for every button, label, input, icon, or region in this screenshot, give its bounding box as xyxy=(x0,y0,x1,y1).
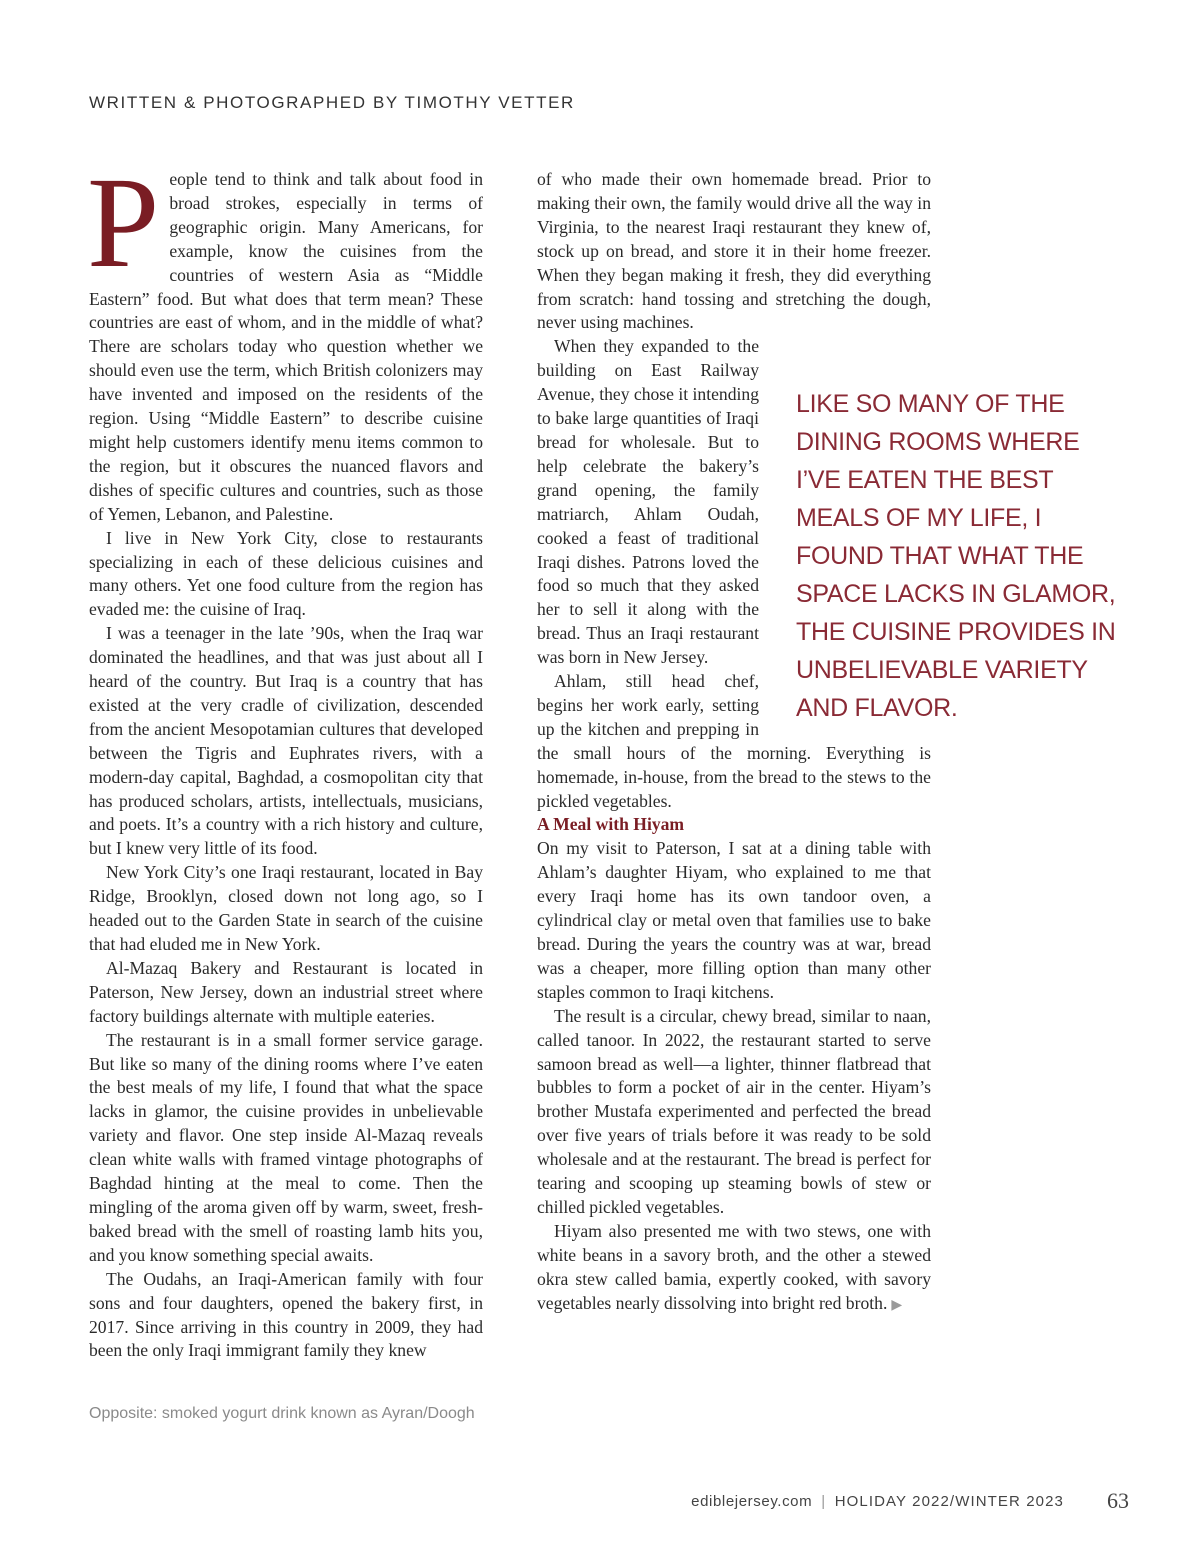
article-paragraph: of who made their own homemade bread. Prior to making their own, the family would drive all the way in Virginia, to the nearest Iraqi restaurant they knew of, stock up on bread, and store it in their home freezer. When they began making it fresh, they did everything from scratch: hand tossing and stretching the dough, never using machines. xyxy=(537,169,931,333)
photo-caption: Opposite: smoked yogurt drink known as Ayran/Doogh xyxy=(89,1405,475,1422)
page-number: 63 xyxy=(1107,1488,1129,1513)
article-paragraph xyxy=(537,1220,931,1318)
article-paragraph: I live in New York City, close to restaurants specializing in each of these delicious cuisines and many others. Yet one food culture from the region has evaded me: the cuisine of Iraq. xyxy=(89,527,483,620)
drop-cap: P xyxy=(87,151,160,295)
article-paragraph: The result is a circular, chewy bread, similar to naan, called tanoor. In 2022, the restaurant started to serve samoon bread as well—a lighter, thinner flatbread that bubbles to form a pocket of air in the center. Hiyam’s brother Mustafa experimented and perfected the bread over five years of trials before it was ready to be sold wholesale and at the restaurant. The bread is perfect for tearing and scooping up steaming bowls of stew or chilled pickled vegetables. xyxy=(537,1005,931,1217)
paragraph-text: Hiyam also presented me with two stews, one with white beans in a savory broth, and the other a stewed okra stew called bamia, expertly cooked, with savory vegetables nearly dissolving into bright red broth. xyxy=(537,1220,931,1313)
article-paragraph: The restaurant is in a small former service garage. But like so many of the dining rooms where I’ve eaten the best meals of my life, I found that what the space lacks in glamor, the cuisine provides in unbelievable variety and flavor. One step inside Al-Mazaq reveals clean white walls with framed vintage photographs of Baghdad hinting at the meal to come. Then the mingling of the aroma given off by warm, sweet, fresh-baked bread with the smell of roasting lamb hits you, and you know something special awaits. xyxy=(89,1029,483,1265)
article-paragraph: I was a teenager in the late ’90s, when the Iraq war dominated the headlines, and that was just about all I heard of the country. But Iraq is a country that has existed at the very cradle of civilization, descended from the ancient Mesopotamian cultures that developed between the Tigris and Euphrates rivers, with a modern-day capital, Baghdad, a cosmopolitan city that has produced scholars, artists, intellectuals, musicians, and poets. It’s a country with a rich history and culture, but I knew very little of its food. xyxy=(89,623,483,859)
paragraph-text: eople tend to think and talk about food in broad strokes, especially in terms of geographic origin. Many Americans, for example, know the cuisines from the countries of western Asia as “Middle Eastern” food. But what does that term mean? These countries are east of whom, and in the middle of what? There are scholars today who question whether we should even use the term, which British colonizers may have invented and imposed on the residents of the region. Using “Middle Eastern” to describe cuisine might help customers identify menu items common to the region, but it obscures the nuanced flavors and dishes of specific cultures and countries, such as those of Yemen, Lebanon, and Palestine. xyxy=(89,169,483,524)
issue-label: HOLIDAY 2022/WINTER 2023 xyxy=(834,1493,1064,1510)
article-column-left xyxy=(87,151,483,1363)
article-paragraph: When they expanded to the building on East Railway Avenue, they chose it intending to bake large quantities of Iraqi bread for wholesale. But to help celebrate the bakery’s grand opening, the family matriarch, Ahlam Oudah, cooked a feast of traditional Iraqi dishes. Patrons loved the food so much that they asked her to sell it along with the bread. Thus an Iraqi restaurant was born in New Jersey. xyxy=(537,336,759,668)
byline: WRITTEN & PHOTOGRAPHED BY TIMOTHY VETTER xyxy=(89,93,575,112)
article-paragraph: Ahlam, still head chef, begins her work early, setting up the kitchen and prepping in the small hours of the morning. Everything is homemade, in-house, from the bread to the stews to the pickled vegetables. xyxy=(537,671,931,811)
pull-quote: LIKE SO MANY OF THE DINING ROOMS WHERE I’VE EATEN THE BEST MEALS OF MY LIFE, I FOUND THAT WHAT THE SPACE LACKS IN GLAMOR, THE CUISINE PROVIDES IN UNBELIEVABLE VARIETY AND FLAVOR. xyxy=(796,390,1116,722)
article-paragraph: New York City’s one Iraqi restaurant, located in Bay Ridge, Brooklyn, closed down not long ago, so I headed out to the Garden State in search of the cuisine that had eluded me in New York. xyxy=(89,862,483,954)
article-paragraph xyxy=(87,151,483,527)
section-subhead: A Meal with Hiyam xyxy=(537,814,685,835)
end-mark-icon: ▶ xyxy=(891,1297,903,1313)
article-paragraph: The Oudahs, an Iraqi-American family with four sons and four daughters, opened the bakery first, in 2017. Since arriving in this country in 2009, they had been the only Iraqi immigrant family they knew xyxy=(89,1268,483,1361)
article-paragraph: On my visit to Paterson, I sat at a dining table with Ahlam’s daughter Hiyam, who explained to me that every Iraqi home has its own tandoor oven, a cylindrical clay or metal oven that families use to bake bread. During the years the country was at war, bread was a cheaper, more filling option than many other staples common to Iraqi kitchens. xyxy=(537,838,931,1002)
article-column-right xyxy=(537,168,931,1318)
footer-separator: | xyxy=(821,1493,826,1510)
article-paragraph: Al-Mazaq Bakery and Restaurant is located in Paterson, New Jersey, down an industrial street where factory buildings alternate with multiple eateries. xyxy=(89,957,483,1026)
website-link[interactable]: ediblejersey.com xyxy=(691,1493,813,1510)
page-footer xyxy=(691,1493,1064,1510)
